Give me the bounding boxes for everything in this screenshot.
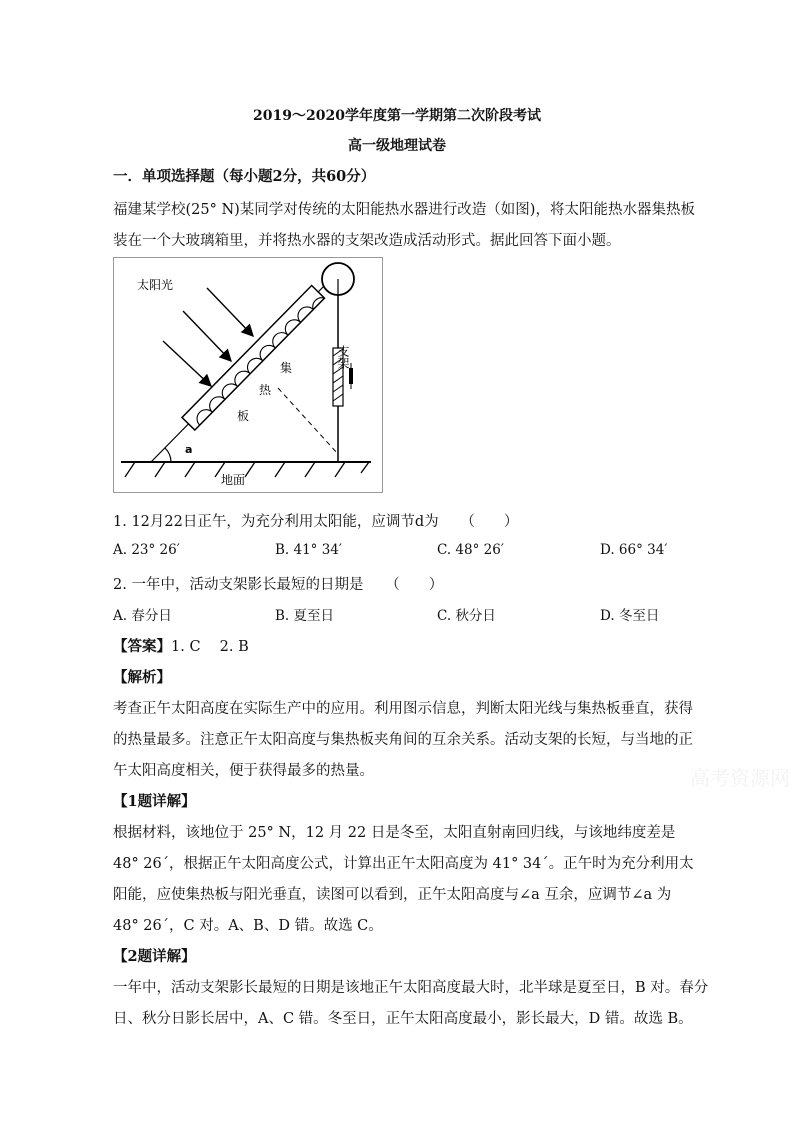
analysis-line-2: 的热量最多。注意正午太阳高度与集热板夹角间的互余关系。活动支架的长短，与当地的正 xyxy=(113,732,693,748)
answer-text: 1. C 2. B xyxy=(171,639,249,655)
detail-1-line-3: 阳能，应使集热板与阳光垂直，读图可以看到，正午太阳高度与∠a 互余，应调节∠a 为 xyxy=(113,887,672,903)
section-heading: 一．单项选择题（每小题2分，共60分） xyxy=(113,168,376,185)
analysis-line-3: 午太阳高度相关，便于获得最多的热量。 xyxy=(113,763,374,779)
exam-title: 2019～2020学年度第一学期第二次阶段考试 xyxy=(253,108,541,124)
collector-board xyxy=(182,285,325,430)
question-1-option-d: D. 66° 34′ xyxy=(600,542,668,558)
label-collector-1: 集 xyxy=(280,361,293,375)
label-ground: 地面 xyxy=(221,473,246,487)
label-stand: 支架 xyxy=(336,345,350,369)
question-1-option-b: B. 41° 34′ xyxy=(275,542,342,558)
analysis-line-1: 考查正午太阳高度在实际生产中的应用。利用图示信息，判断太阳光线与集热板垂直，获得 xyxy=(113,701,693,717)
label-sunlight: 太阳光 xyxy=(137,278,174,292)
detail-2-line-1: 一年中，活动支架影长最短的日期是该地正午太阳高度最大时，北半球是夏至日，B 对。春分 xyxy=(113,980,709,996)
answer-label: 【答案】 xyxy=(113,638,171,655)
detail-1-label: 【1题详解】 xyxy=(113,793,196,810)
question-2-option-c: C. 秋分日 xyxy=(437,608,496,624)
detail-1-line-1: 根据材料，该地位于 25° N，12 月 22 日是冬至，太阳直射南回归线，与该地纬度差是 xyxy=(113,825,676,841)
question-2-option-b: B. 夏至日 xyxy=(275,608,335,624)
question-2-option-a: A. 春分日 xyxy=(113,608,172,624)
question-2-stem: 2. 一年中，活动支架影长最短的日期是 （ ） xyxy=(113,577,444,593)
sun-ray-1 xyxy=(207,288,253,336)
exam-subtitle: 高一级地理试卷 xyxy=(348,138,446,154)
angle-a-arc xyxy=(165,448,171,462)
question-1-option-c: C. 48° 26′ xyxy=(437,542,504,558)
solar-heater-diagram xyxy=(113,257,383,493)
detail-1-line-2: 48° 26´，根据正午太阳高度公式，计算出正午太阳高度为 41° 34´。正午时为充分利用太 xyxy=(113,856,694,872)
question-1-stem: 1. 12月22日正午，为充分利用太阳能，应调节d为 （ ） xyxy=(113,514,519,530)
answer-row xyxy=(113,635,249,656)
question-1-option-a: A. 23° 26′ xyxy=(113,542,180,558)
label-angle-a: a xyxy=(185,443,193,456)
intro-line-1: 福建某学校(25° N)某同学对传统的太阳能热水器进行改造（如图)，将太阳能热水器集热板 xyxy=(113,202,695,218)
detail-1-line-4: 48° 26´，C 对。A、B、D 错。故选 C。 xyxy=(113,918,383,934)
detail-2-line-2: 日、秋分日影长居中，A、C 错。冬至日，正午太阳高度最小，影长最大，D 错。故选 B。 xyxy=(113,1011,693,1027)
intro-line-2: 装在一个大玻璃箱里，并将热水器的支架改造成活动形式。据此回答下面小题。 xyxy=(113,233,621,249)
ground-hatching xyxy=(125,462,369,477)
sun-ray-2 xyxy=(183,311,231,361)
question-2-option-d: D. 冬至日 xyxy=(600,608,660,624)
sun-ray-3 xyxy=(163,341,211,386)
label-collector-3: 板 xyxy=(237,409,250,423)
analysis-label: 【解析】 xyxy=(113,669,171,686)
label-collector-2: 热 xyxy=(259,383,272,397)
detail-2-label: 【2题详解】 xyxy=(113,948,196,965)
watermark: 高考资源网 xyxy=(690,766,790,790)
dashed-guide-line xyxy=(278,388,338,454)
